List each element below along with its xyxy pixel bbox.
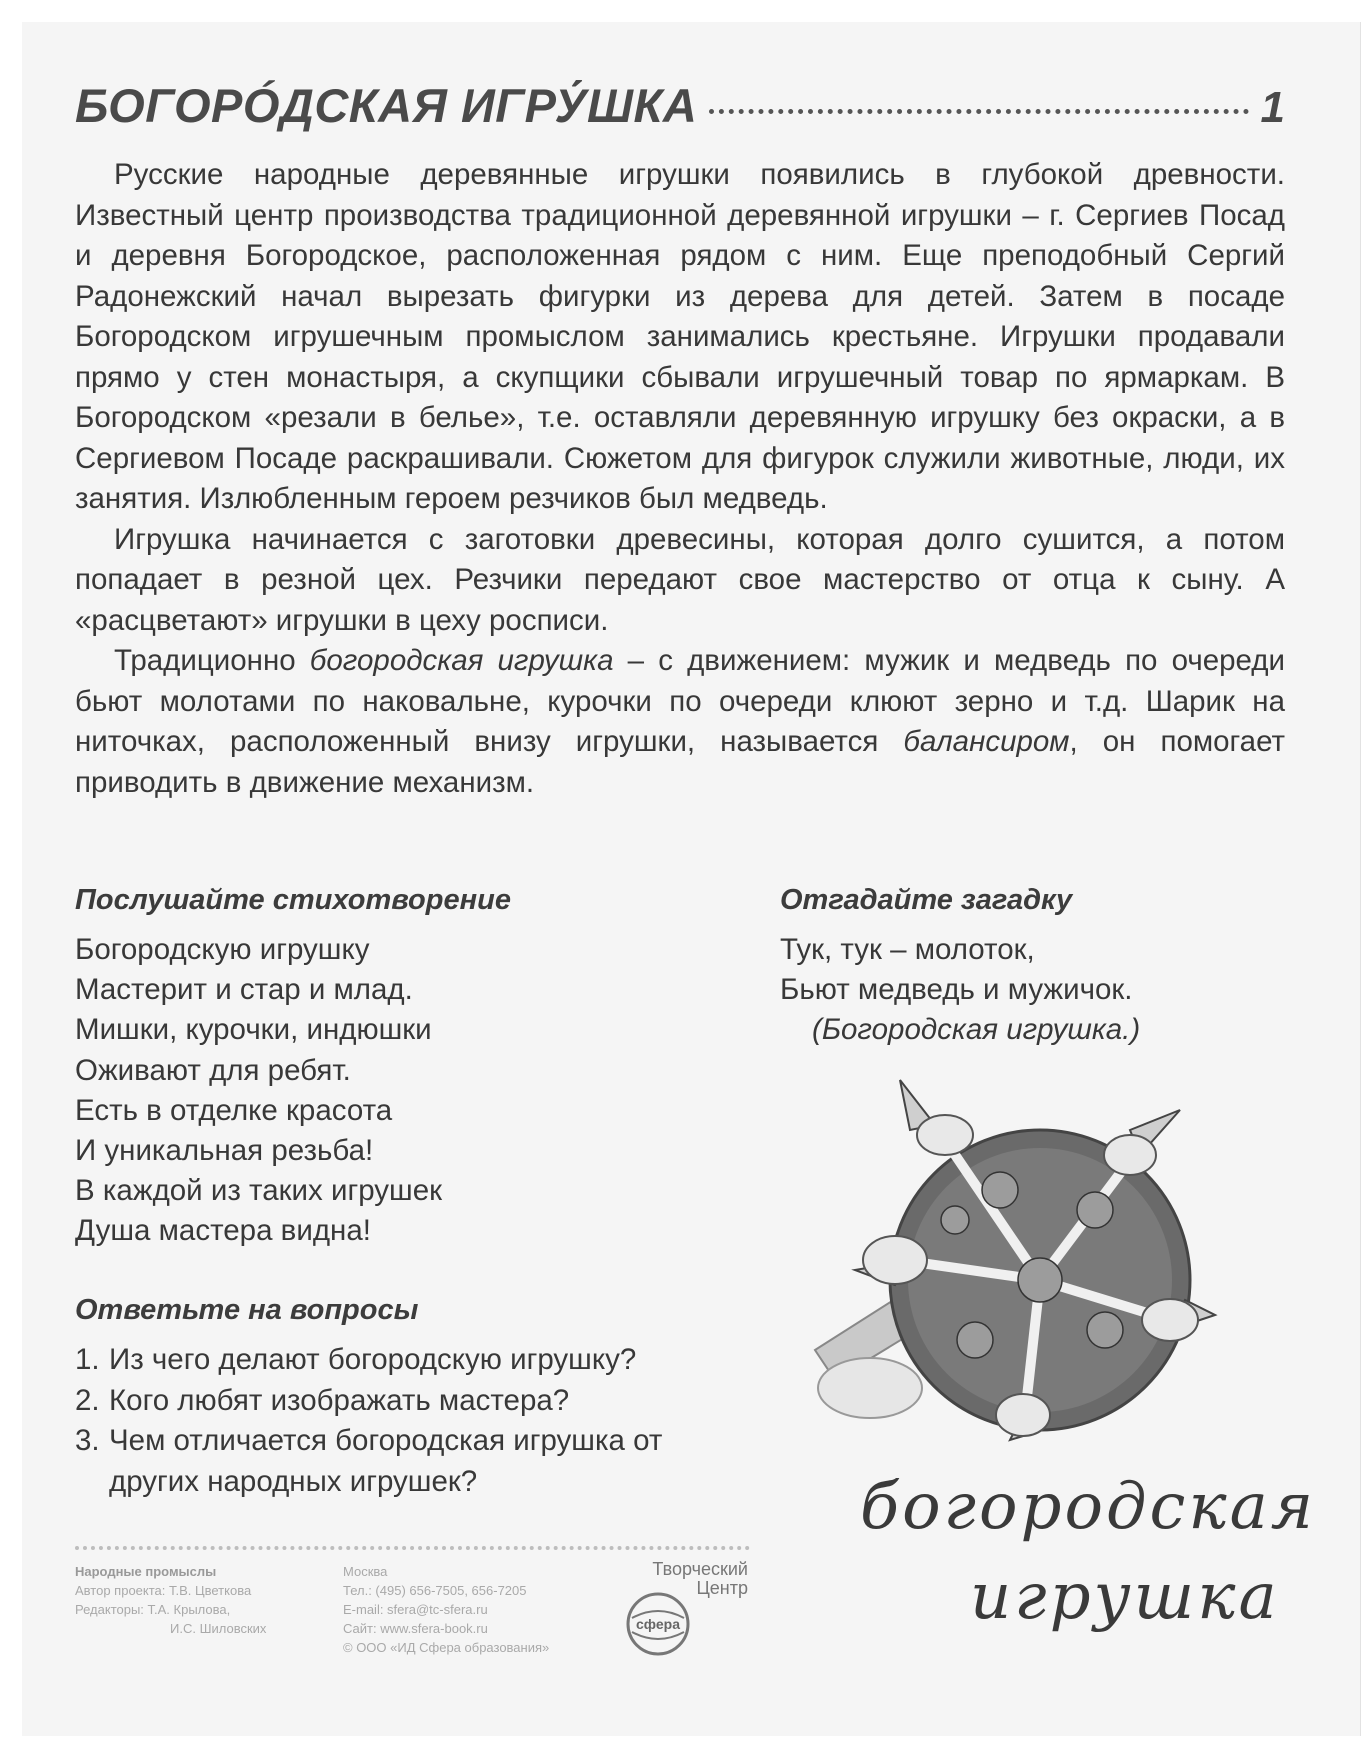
hen-toy-icon [815, 1080, 1215, 1440]
footer-author: Автор проекта: Т.В. Цветкова [75, 1583, 252, 1598]
footer-contacts [343, 1562, 549, 1657]
p3-italic-term: богородская игрушка [309, 644, 614, 677]
question-number: 1. [75, 1343, 100, 1376]
questions-heading: Ответьте на вопросы [75, 1294, 419, 1326]
riddle-heading: Отгадайте загадку [780, 884, 1073, 916]
p3-text-3: , он помогает приводить в движение механизм. [75, 725, 1286, 799]
footer-credits [75, 1562, 266, 1638]
sfera-logo-icon [622, 1588, 702, 1658]
logo-word: сфера [636, 1616, 680, 1632]
poem-line: Мастерит и стар и млад. [75, 973, 413, 1007]
poem-line: Душа мастера видна! [75, 1214, 371, 1248]
poem-line: Богородскую игрушку [75, 933, 370, 966]
p3-text-2: – с движением: мужик и медведь по очереди бьют молотами по наковальне, курочки по очереди клюют зерно и т.д. Шарик на ниточках, расположенный внизу игрушки, называется [75, 644, 1285, 758]
poem-heading: Послушайте стихотворение [75, 884, 511, 916]
riddle-line: Тук, тук – молоток, [780, 933, 1035, 966]
footer-email: E-mail: sfera@tc-sfera.ru [343, 1602, 488, 1617]
question-number: 2. [75, 1383, 100, 1417]
question-item [75, 1340, 755, 1381]
footer-series: Народные промыслы [75, 1564, 217, 1579]
riddle-answer: (Богородская игрушка.) [812, 1013, 1141, 1047]
page-title: БОГОРÓДСКАЯ ИГРУ́ШКА [75, 79, 698, 132]
intro-text [75, 155, 1285, 803]
page-number: 1 [1260, 83, 1285, 132]
poem-line: Есть в отделке красота [75, 1093, 393, 1127]
footer-editors: Редакторы: Т.А. Крылова, [75, 1602, 231, 1617]
poem-line: Оживают для ребят. [75, 1053, 351, 1087]
question-text: Из чего делают богородскую игрушку? [109, 1343, 637, 1376]
riddle-line: Бьют медведь и мужичок. [780, 973, 1133, 1007]
question-item [75, 1381, 755, 1422]
p3-italic-balancer: балансиром [903, 725, 1070, 758]
title-leader-dots [709, 109, 1248, 114]
script-caption-line-1: богородская [860, 1470, 1317, 1544]
publisher-line-1: Творческий [652, 1559, 748, 1579]
poem-line: Мишки, курочки, индюшки [75, 1013, 432, 1047]
p3-text-1: Традиционно [114, 644, 310, 677]
publisher-line-2: Центр [696, 1578, 748, 1598]
poem [75, 930, 442, 1252]
poem-line: И уникальная резьба! [75, 1134, 374, 1168]
questions-list [75, 1340, 755, 1502]
footer-site: Сайт: www.sfera-book.ru [343, 1621, 488, 1636]
footer-divider [75, 1546, 750, 1550]
footer-city: Москва [343, 1564, 388, 1579]
question-number: 3. [75, 1424, 100, 1457]
intro-paragraph-3 [75, 641, 1285, 803]
riddle [780, 930, 1140, 1051]
question-text: Чем отличается богородская игрушка от других народных игрушек? [109, 1424, 663, 1498]
poem-line: В каждой из таких игрушек [75, 1174, 443, 1208]
footer-phone: Тел.: (495) 656-7505, 656-7205 [343, 1583, 527, 1598]
bogorodsk-toy-illustration [775, 1070, 1255, 1480]
intro-paragraph-2: Игрушка начинается с заготовки древесины, которая долго сушится, а потом попадает в резной цех. Резчики передают свое мастерство от отца к сыну. А «расцветают» игрушки в цеху росписи. [75, 522, 1285, 637]
script-caption-line-2: игрушка [970, 1560, 1280, 1634]
question-text: Кого любят изображать мастера? [109, 1383, 570, 1417]
title-row [75, 78, 1285, 133]
footer-copyright: © ООО «ИД Сфера образования» [343, 1640, 550, 1655]
intro-paragraph-1: Русские народные деревянные игрушки появились в глубокой древности. Известный центр производства традиционной деревянной игрушки – г. Сергиев Посад и деревня Богородское, расположенная рядом с ним. Еще преподобный Сергий Радонежский начал вырезать фигурки из дерева для детей. Затем в посаде Богородском игрушечным промыслом занимались крестьяне. Игрушки продавали прямо у стен монастыря, а скупщики сбывали игрушечный товар по ярмаркам. В Богородском «резали в белье», т.е. оставляли деревянную игрушку без окраски, а в Сергиевом Посаде раскрашивали. Сюжетом для фигурок служили животные, люди, их занятия. Излюбленным героем резчиков был медведь. [75, 158, 1285, 515]
question-item [75, 1421, 755, 1502]
footer-editors-2: И.С. Шиловских [170, 1621, 267, 1636]
